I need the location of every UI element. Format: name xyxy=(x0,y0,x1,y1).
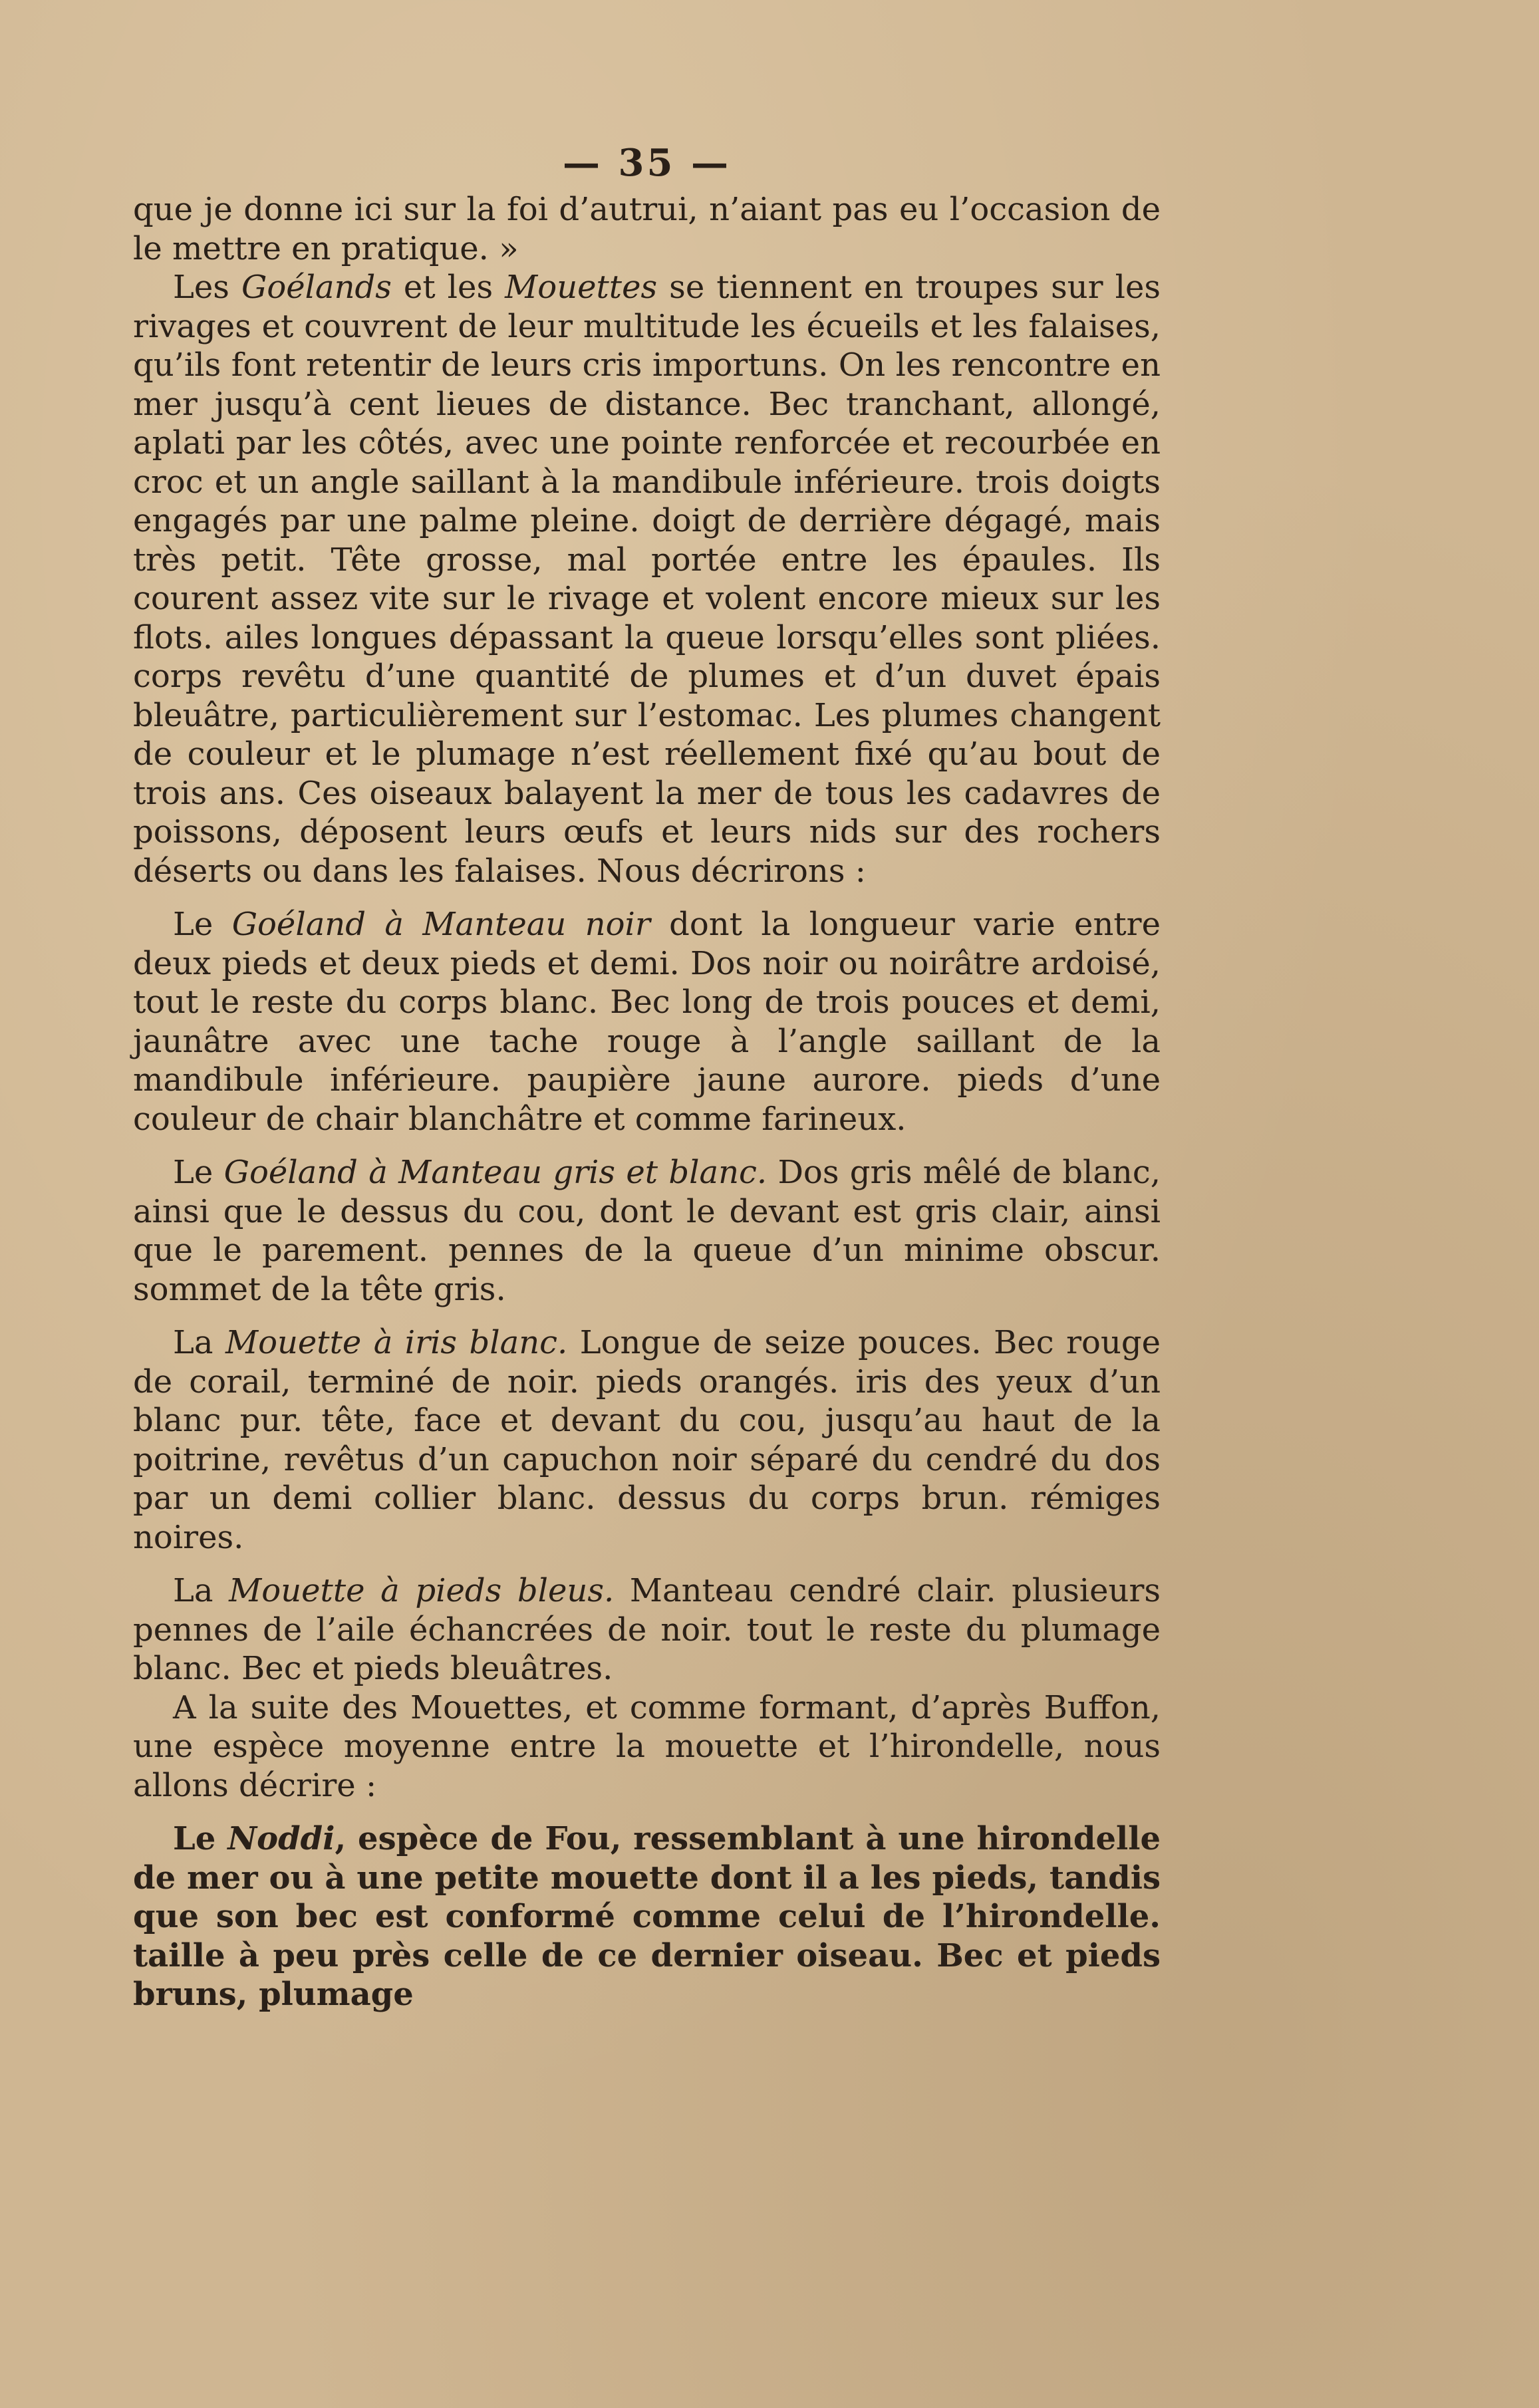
text-run: Les xyxy=(173,269,241,306)
text-run: , espèce de Fou, ressemblant à une hirondelle de mer ou à une petite mouette dont il a les pieds, tandis que son bec est conformé comme celui de l’hirondelle. taille à peu près celle de ce dernier oiseau. Bec et pieds bruns, plumage xyxy=(133,1820,1161,2013)
text-run: Dos gris mêlé de blanc, ainsi que le dessus du cou, dont le devant est gris clair, ainsi que le parement. pennes de la queue d’un minime obscur. sommet de la tête gris. xyxy=(133,1154,1161,1308)
text-run: A la suite des Mouettes, et comme formant, d’après Buffon, une espèce moyenne entre la mouette et l’hirondelle, nous allons décrire : xyxy=(133,1688,1161,1804)
italic-term: Mouette à iris blanc. xyxy=(225,1324,568,1361)
italic-term: Noddi xyxy=(227,1820,335,1857)
paragraph-goelands-mouettes xyxy=(133,268,1161,890)
text-run: dont la longueur varie entre deux pieds et deux pieds et demi. Dos noir ou noirâtre ardoisé, tout le reste du corps blanc. Bec long de trois pouces et demi, jaunâtre avec une tache rouge à l’angle saillant de la mandibule inférieure. paupière jaune aurore. pieds d’une couleur de chair blanchâtre et comme farineux. xyxy=(133,906,1161,1138)
text-run: Le xyxy=(173,1820,228,1857)
italic-term: Goélands xyxy=(241,269,392,306)
text-run: Manteau cendré clair. plusieurs pennes de l’aile échancrées de noir. tout le reste du plumage blanc. Bec et pieds bleuâtres. xyxy=(133,1572,1161,1687)
italic-term: Mouettes xyxy=(505,269,658,306)
text-run: La xyxy=(173,1324,225,1361)
text-run: que je donne ici sur la foi d’autrui, n’aiant pas eu l’occasion de le mettre en pratique. » xyxy=(133,191,1161,267)
paragraph-mouette-iris-blanc xyxy=(133,1323,1161,1557)
paragraph-goeland-manteau-noir xyxy=(133,905,1161,1138)
italic-term: Goéland à Manteau gris et blanc. xyxy=(223,1154,768,1191)
text-run: et les xyxy=(391,269,505,306)
text-run: Le xyxy=(173,906,232,943)
page-number: — 35 — xyxy=(563,141,731,185)
text-run: Le xyxy=(173,1154,224,1191)
paragraph-noddi xyxy=(133,1819,1161,2014)
paragraph-goeland-manteau-gris xyxy=(133,1153,1161,1309)
paragraph-mouette-pieds-bleus xyxy=(133,1571,1161,1688)
italic-term: Mouette à pieds bleus. xyxy=(229,1572,615,1609)
text-run: Longue de seize pouces. Bec rouge de corail, terminé de noir. pieds orangés. iris des yeux d’un blanc pur. tête, face et devant du cou, jusqu’au haut de la poitrine, revêtus d’un capuchon noir séparé du cendré du dos par un demi collier blanc. dessus du corps brun. rémiges noires. xyxy=(133,1324,1161,1556)
paragraph-suite-mouettes xyxy=(133,1688,1161,1806)
text-run: La xyxy=(173,1572,229,1609)
italic-term: Goéland à Manteau noir xyxy=(231,906,650,943)
page-content xyxy=(133,140,1161,2014)
text-run: se tiennent en troupes sur les rivages et couvrent de leur multitude les écueils et les falaises, qu’ils font retentir de leurs cris importuns. On les rencontre en mer jusqu’à cent lieues de distance. Bec tranchant, allongé, aplati par les côtés, avec une pointe renforcée et recourbée en croc et un angle saillant à la mandibule inférieure. trois doigts engagés par une palme pleine. doigt de derrière dégagé, mais très petit. Tête grosse, mal portée entre les épaules. Ils courent assez vite sur le rivage et volent encore mieux sur les flots. ailes longues dépassant la queue lorsqu’elles sont pliées. corps revêtu d’une quantité de plumes et d’un duvet épais bleuâtre, particulièrement sur l’estomac. Les plumes changent de couleur et le plumage n’est réellement fixé qu’au bout de trois ans. Ces oiseaux balayent la mer de tous les cadavres de poissons, déposent leurs œufs et leurs nids sur des rochers déserts ou dans les falaises. Nous décrirons : xyxy=(133,269,1161,890)
paragraph-continuation xyxy=(133,190,1161,268)
